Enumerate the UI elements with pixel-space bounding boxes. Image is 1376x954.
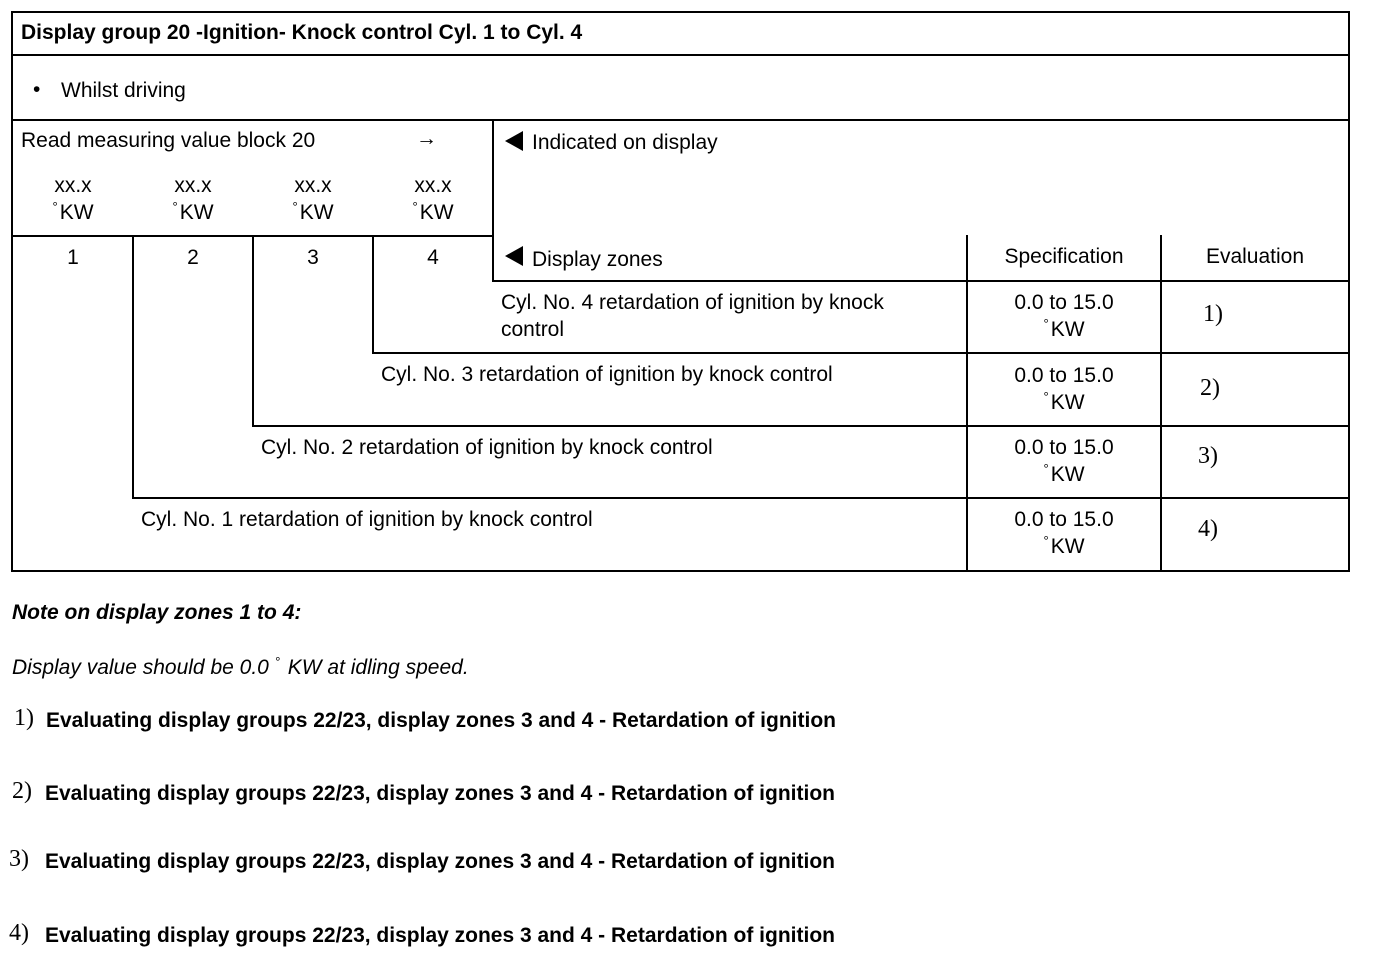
footnote-text-3: Evaluating display groups 22/23, display zones 3 and 4 - Retardation of ignition	[45, 850, 835, 873]
footnote-text-1: Evaluating display groups 22/23, display zones 3 and 4 - Retardation of ignition	[46, 709, 836, 732]
footnote-marker-4: 4)	[9, 920, 29, 946]
row-desc-cyl4: Cyl. No. 4 retardation of ignition by knock	[501, 291, 884, 314]
zone-number-3: 3	[307, 246, 319, 269]
note-text: Display value should be 0.0 ° KW at idling speed.	[12, 654, 469, 679]
evaluation-header: Evaluation	[1205, 245, 1305, 268]
footnote-text-4: Evaluating display groups 22/23, display zones 3 and 4 - Retardation of ignition	[45, 924, 835, 947]
evaluation-ref-cyl1: 4)	[1198, 516, 1218, 542]
row-desc-cyl2: Cyl. No. 2 retardation of ignition by knock control	[261, 436, 713, 459]
bullet-icon: •	[33, 78, 41, 101]
display-unit-2: °KW	[172, 199, 214, 224]
note-heading: Note on display zones 1 to 4:	[12, 601, 302, 624]
triangle-left-icon	[505, 246, 523, 266]
spec-range-cyl3: 0.0 to 15.0	[1014, 364, 1114, 387]
display-zones-header: Display zones	[532, 248, 663, 271]
read-block-label: Read measuring value block 20	[21, 129, 316, 152]
evaluation-ref-cyl2: 3)	[1198, 443, 1218, 469]
spec-range-cyl4: 0.0 to 15.0	[1014, 291, 1114, 314]
zone-number-1: 1	[67, 246, 79, 269]
row-desc-cyl3: Cyl. No. 3 retardation of ignition by knock control	[381, 363, 833, 386]
spec-unit-cyl2: °KW	[1043, 461, 1085, 486]
evaluation-ref-cyl3: 2)	[1200, 375, 1220, 401]
display-value-2: xx.x	[174, 174, 212, 197]
row-desc-cyl1: Cyl. No. 1 retardation of ignition by knock control	[141, 508, 593, 531]
spec-range-cyl2: 0.0 to 15.0	[1014, 436, 1114, 459]
footnote-marker-3: 3)	[9, 846, 29, 872]
specification-header: Specification	[1004, 245, 1124, 268]
footnote-marker-2: 2)	[12, 778, 32, 804]
spec-unit-cyl3: °KW	[1043, 389, 1085, 414]
indicated-label: Indicated on display	[532, 131, 718, 154]
table-title: Display group 20 -Ignition- Knock control Cyl. 1 to Cyl. 4	[21, 21, 583, 44]
display-unit-3: °KW	[292, 199, 334, 224]
condition-text: Whilst driving	[61, 79, 186, 102]
display-value-3: xx.x	[294, 174, 332, 197]
spec-unit-cyl1: °KW	[1043, 533, 1085, 558]
spec-range-cyl1: 0.0 to 15.0	[1014, 508, 1114, 531]
display-value-1: xx.x	[54, 174, 92, 197]
display-value-4: xx.x	[414, 174, 452, 197]
zone-number-4: 4	[427, 246, 439, 269]
footnote-text-2: Evaluating display groups 22/23, display zones 3 and 4 - Retardation of ignition	[45, 782, 835, 805]
arrow-right-icon: →	[416, 127, 437, 150]
zone-number-2: 2	[187, 246, 199, 269]
row-desc-cyl4-cont: control	[501, 318, 565, 341]
footnote-marker-1: 1)	[14, 705, 34, 731]
evaluation-ref-cyl4: 1)	[1203, 301, 1223, 327]
triangle-left-icon	[505, 131, 523, 151]
display-unit-4: °KW	[412, 199, 454, 224]
display-unit-1: °KW	[52, 199, 94, 224]
spec-unit-cyl4: °KW	[1043, 316, 1085, 341]
